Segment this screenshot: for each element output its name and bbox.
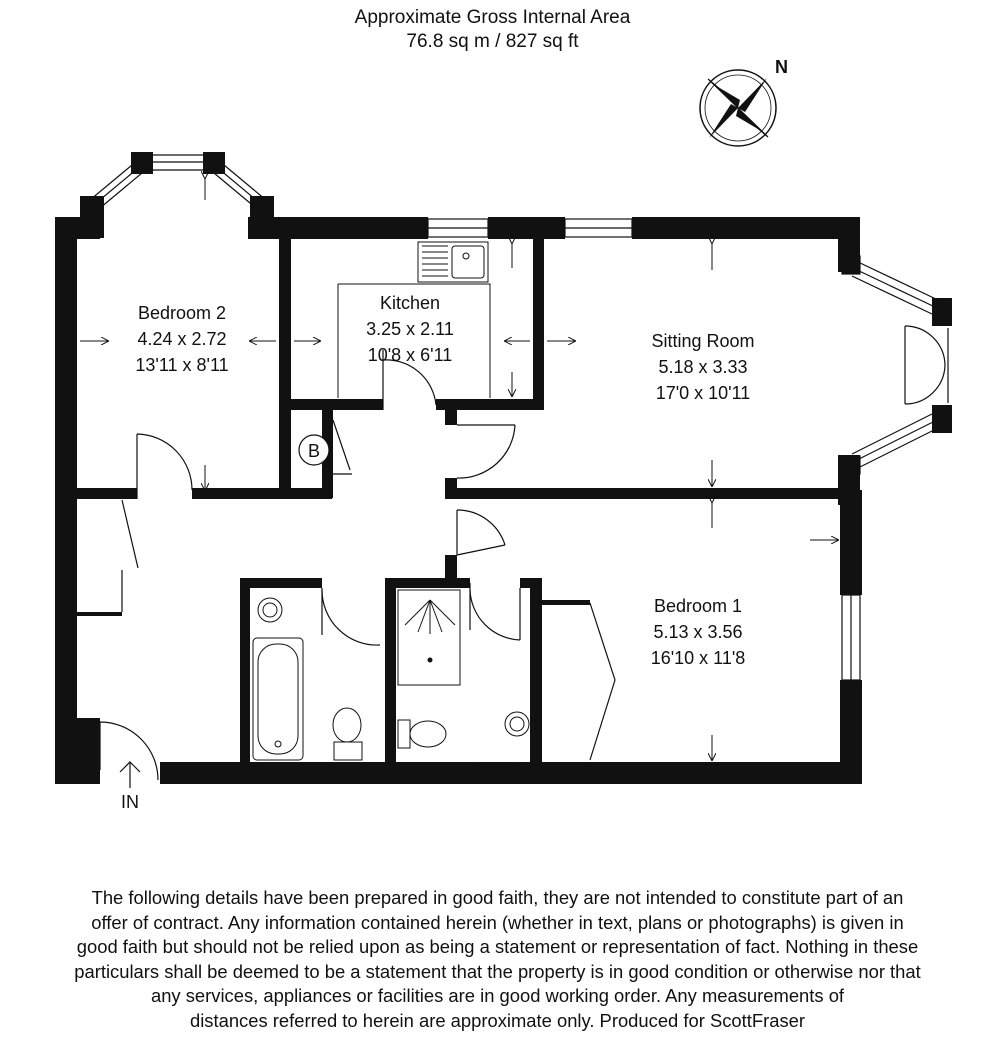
north-label: N [775,57,788,77]
boiler-icon [299,435,329,465]
room-name: Sitting Room [651,331,755,351]
walls [55,152,952,784]
room-bedroom2 [135,303,228,375]
bay-window-bedroom2 [90,155,266,208]
area-title: Approximate Gross Internal Area [354,7,631,28]
dimension-arrows [80,178,838,760]
room-size-metric: 5.18 x 3.33 [658,357,748,377]
disclaimer-text [10,886,985,1034]
room-size-metric: 5.13 x 3.56 [653,622,743,642]
room-size-imperial: 16'10 x 11'8 [650,648,746,668]
area-value: 76.8 sq m / 827 sq ft [406,31,579,52]
room-size-imperial: 17'0 x 10'11 [655,383,751,403]
bathroom-fixtures [253,598,362,760]
disclaimer-line: particulars shall be deemed to be a statement that the property is in good condition or otherwise nor that [74,960,921,982]
disclaimer-line: distances referred to herein are approximate only. Produced for ScottFraser [189,1009,806,1031]
room-kitchen [366,293,454,365]
entrance-label: IN [121,792,139,812]
room-name: Bedroom 2 [137,303,227,323]
boiler-label: B [307,441,321,461]
disclaimer-line: good faith but should not be relied upon as being a statement or representation of fact. Nothing in these [76,936,919,958]
room-bedroom1 [651,596,746,668]
shower-fixtures [398,590,529,748]
compass-rose-icon [700,70,776,146]
french-doors [905,326,948,404]
room-size-metric: 3.25 x 2.11 [366,319,454,339]
room-sitting [651,331,754,403]
disclaimer-line: any services, appliances or facilities are in good working order. Any measurements of [150,985,845,1007]
top-windows [428,219,860,782]
room-size-imperial: 10'8 x 6'11 [367,345,453,365]
room-name: Kitchen [379,293,441,313]
entrance-arrow-icon [120,762,140,788]
room-name: Bedroom 1 [653,596,743,616]
disclaimer-line: The following details have been prepared in good faith, they are not intended to constitute part of an [91,887,904,908]
bay-window-sitting [842,256,938,474]
disclaimer-line: offer of contract. Any information contained herein (whether in text, plans or photographs) is given in [91,911,904,933]
room-size-imperial: 13'11 x 8'11 [135,355,229,375]
room-size-metric: 4.24 x 2.72 [137,329,227,349]
